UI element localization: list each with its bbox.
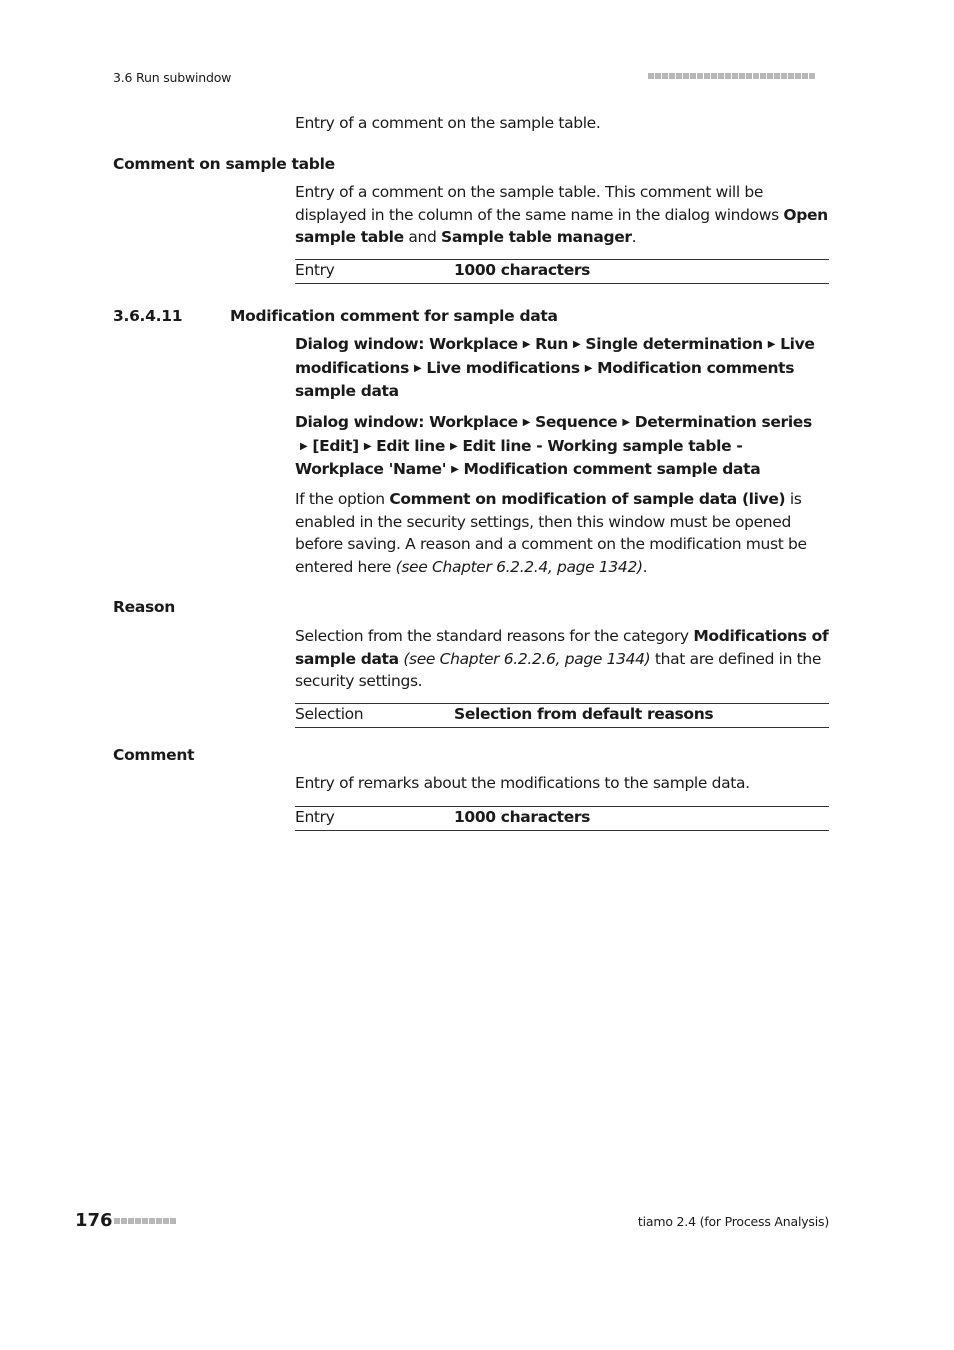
- section-number: 3.6.4.11: [113, 307, 183, 325]
- triangle-right-icon: ▶: [767, 339, 776, 350]
- triangle-right-icon: ▶: [414, 362, 422, 374]
- cross-reference-link[interactable]: (see Chapter 6.2.2.4, page 1342): [395, 557, 643, 576]
- property-value: 1000 characters: [454, 261, 591, 279]
- triangle-right-icon: ▶: [300, 440, 308, 452]
- triangle-right-icon: ▶: [622, 417, 630, 428]
- running-header-section: 3.6 Run subwindow: [113, 70, 232, 85]
- property-table-reason: [295, 703, 829, 728]
- heading-comment: Comment: [113, 746, 195, 764]
- property-table-comment-sample-table: [295, 259, 829, 284]
- comment-on-sample-table-description: Entry of a comment on the sample table. This comment will be displayed in the column of the same name in the dialog windows Open sample table and Sample table manager.: [295, 183, 828, 247]
- property-value: 1000 characters: [454, 808, 591, 826]
- comment-description: Entry of remarks about the modifications to the sample data.: [295, 774, 750, 792]
- reason-description: Selection from the standard reasons for the category Modifications of sample data (see Chapter 6.2.2.6, page 1344) that are defined in the security settings.: [295, 627, 829, 691]
- triangle-right-icon: ▶: [584, 362, 593, 374]
- property-key: Selection: [295, 705, 364, 723]
- navigation-path-1: Dialog window: Workplace ▶ Run ▶ Single determination ▶ Live modifications ▶ Live modifications ▶ Modification comments sample data: [295, 335, 815, 401]
- intro-text: Entry of a comment on the sample table.: [295, 114, 601, 132]
- triangle-right-icon: ▶: [451, 464, 459, 476]
- heading-comment-on-sample-table: Comment on sample table: [113, 155, 335, 173]
- property-table-comment: [295, 806, 829, 831]
- heading-reason: Reason: [113, 598, 176, 616]
- section-description: If the option Comment on modification of sample data (live) is enabled in the security settings, then this window must be opened before saving. A reason and a comment on the modification must be entered here (see Chapter 6.2.2.4, page 1342).: [295, 490, 807, 576]
- section-title: Modification comment for sample data: [230, 307, 558, 325]
- header-decoration-dots: [648, 73, 815, 79]
- navigation-path-2: Dialog window: Workplace ▶ Sequence ▶ Determination series▶ [Edit] ▶ Edit line ▶ Edit line - Working sample table - Workplace 'Name' ▶ Modification comment sample data: [295, 411, 829, 482]
- page-number: 176: [75, 1210, 113, 1231]
- footer-product-name: tiamo 2.4 (for Process Analysis): [637, 1214, 829, 1229]
- property-key: Entry: [295, 808, 335, 826]
- triangle-right-icon: ▶: [522, 339, 531, 350]
- triangle-right-icon: ▶: [573, 339, 581, 350]
- triangle-right-icon: ▶: [450, 440, 458, 452]
- cross-reference-link[interactable]: (see Chapter 6.2.2.6, page 1344): [403, 649, 651, 668]
- property-value: Selection from default reasons: [454, 705, 714, 723]
- triangle-right-icon: ▶: [363, 440, 372, 452]
- triangle-right-icon: ▶: [522, 417, 531, 428]
- property-key: Entry: [295, 261, 335, 279]
- footer-decoration-dots: [114, 1218, 176, 1224]
